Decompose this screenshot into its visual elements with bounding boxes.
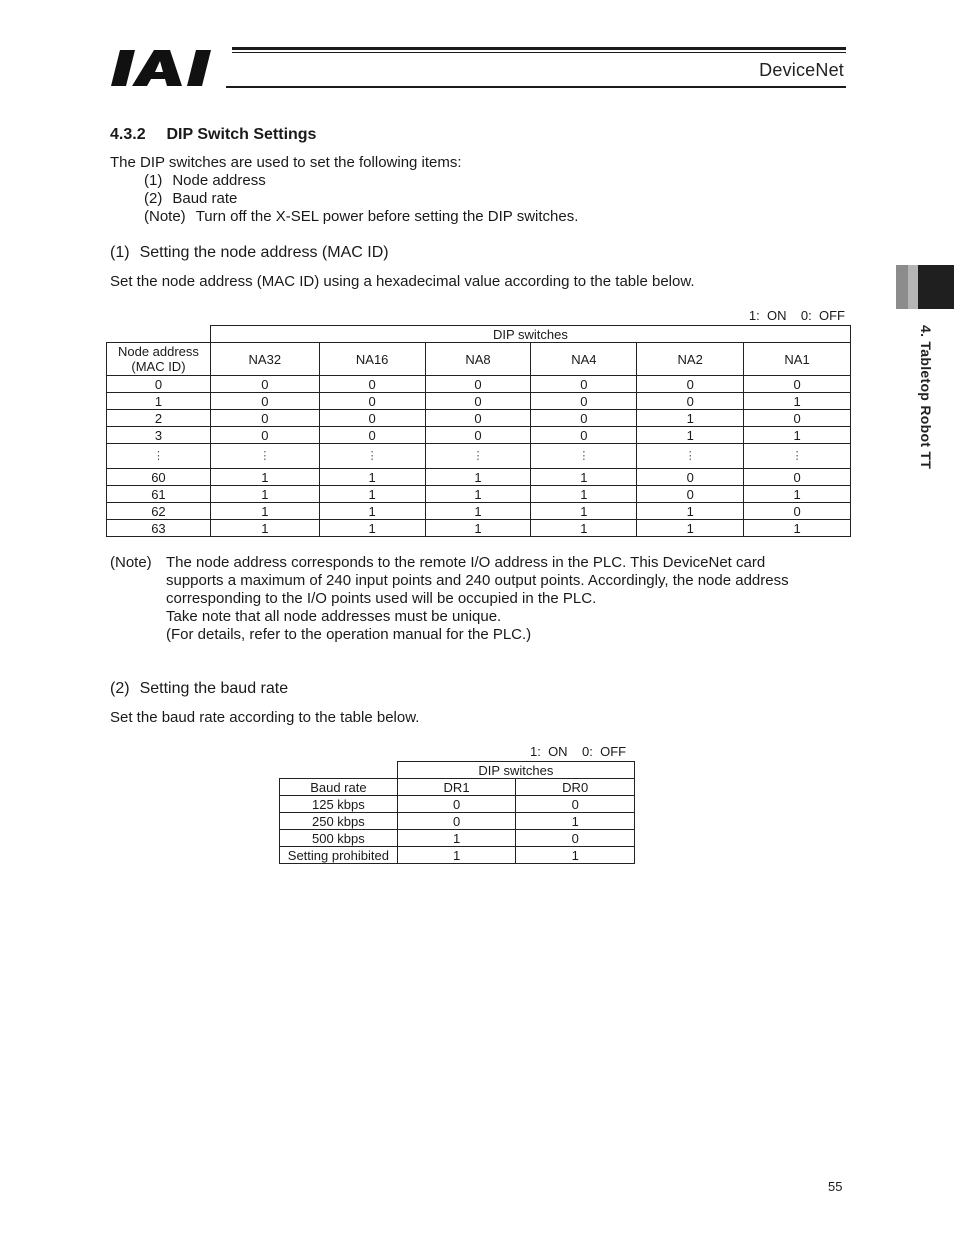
table-row: 60 1 1 1 1 0 0 xyxy=(107,469,851,486)
column-header: NA16 xyxy=(319,343,425,376)
table-row: 125 kbps 0 0 xyxy=(280,796,635,813)
column-header: DR0 xyxy=(516,779,635,796)
table-row: 3 0 0 0 0 1 1 xyxy=(107,427,851,444)
table-row: 1 0 0 0 0 0 1 xyxy=(107,393,851,410)
header-rule-thick xyxy=(232,47,846,50)
column-header: NA32 xyxy=(210,343,319,376)
column-header: NA1 xyxy=(744,343,851,376)
subsection-heading-node: (1) Setting the node address (MAC ID) xyxy=(110,244,389,261)
header-rule-thin xyxy=(232,52,846,53)
baud-description: Set the baud rate according to the table below. xyxy=(110,709,420,726)
row-header: Node address (MAC ID) xyxy=(107,343,211,376)
node-address-table xyxy=(106,325,851,537)
list-item: (2) Baud rate xyxy=(144,190,238,207)
note-body: The node address corresponds to the remote I/O address in the PLC. This DeviceNet card supports a maximum of 240 input points and 240 output points. Accordingly, the node address corresponding to the I/O points used will be occupied in the PLC. Take note that all node addresses must be unique. (For details, refer to the operation manual for the PLC.) xyxy=(166,554,789,643)
table-row: 63 1 1 1 1 1 1 xyxy=(107,520,851,537)
subsection-heading-baud: (2) Setting the baud rate xyxy=(110,680,289,697)
section-number: 4.3.2 xyxy=(110,126,146,143)
ellipsis-row: ⋮ ⋮ ⋮ ⋮ ⋮ ⋮ ⋮ xyxy=(107,444,851,469)
group-header: DIP switches xyxy=(210,326,850,343)
on-off-legend: 1: ON 0: OFF xyxy=(530,744,627,759)
section-title-text: DIP Switch Settings xyxy=(166,126,317,143)
baud-rate-table xyxy=(279,761,635,864)
product-name: DeviceNet xyxy=(759,60,844,80)
table-row: Setting prohibited 1 1 xyxy=(280,847,635,864)
table-row: 250 kbps 0 1 xyxy=(280,813,635,830)
side-tab-marker xyxy=(896,265,908,309)
row-header: Baud rate xyxy=(280,779,398,796)
column-header: NA4 xyxy=(531,343,637,376)
note-item: (Note) Turn off the X-SEL power before setting the DIP switches. xyxy=(144,208,579,225)
column-header: NA8 xyxy=(425,343,531,376)
node-description: Set the node address (MAC ID) using a hexadecimal value according to the table below. xyxy=(110,273,695,290)
iai-logo xyxy=(110,46,230,90)
column-header: NA2 xyxy=(637,343,744,376)
section-title xyxy=(110,126,316,144)
table-row: 2 0 0 0 0 1 0 xyxy=(107,410,851,427)
intro-text: The DIP switches are used to set the following items: xyxy=(110,154,462,171)
note-label: (Note) xyxy=(110,554,152,571)
page-number: 55 xyxy=(828,1179,843,1194)
on-off-legend: 1: ON 0: OFF xyxy=(748,308,845,323)
table-row: 62 1 1 1 1 1 0 xyxy=(107,503,851,520)
table-row: 0 0 0 0 0 0 0 xyxy=(107,376,851,393)
side-tab-marker-light xyxy=(908,265,918,309)
table-row: 61 1 1 1 1 0 1 xyxy=(107,486,851,503)
list-item: (1) Node address xyxy=(144,172,266,189)
side-tab-block xyxy=(918,265,954,309)
column-header: DR1 xyxy=(397,779,516,796)
chapter-tab-label: 4. Tabletop Robot TT xyxy=(918,325,934,470)
header-rule-bottom xyxy=(226,86,846,88)
table-row: 500 kbps 1 0 xyxy=(280,830,635,847)
group-header: DIP switches xyxy=(397,762,634,779)
